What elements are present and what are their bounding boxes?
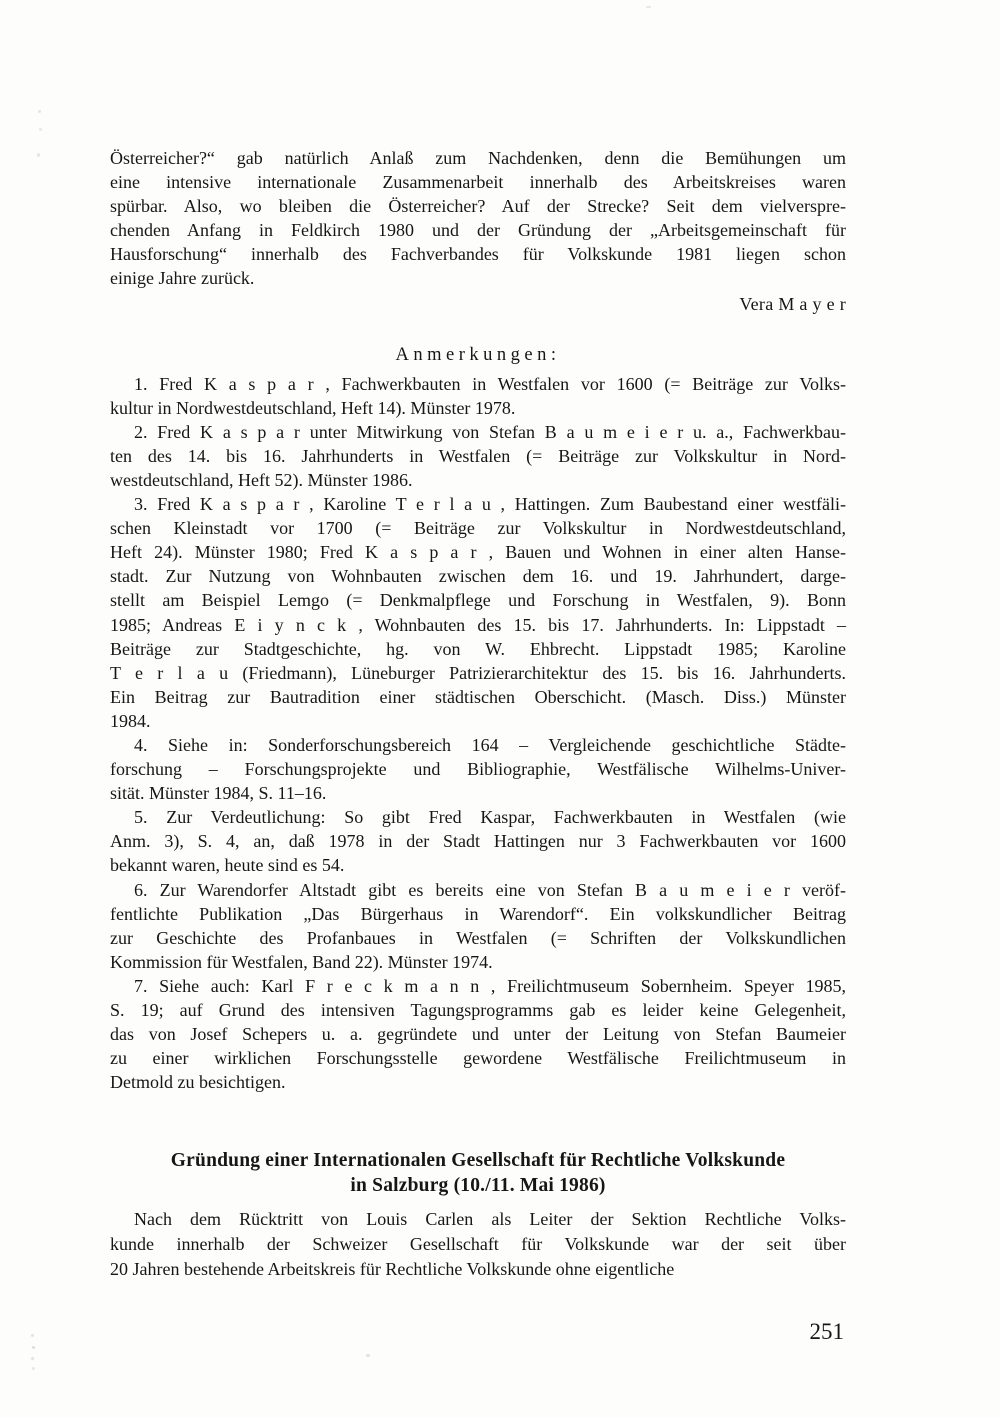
text-line: forschung – Forschungsprojekte und Bibliographie, Westfälische Wilhelms-Univer- <box>110 759 846 780</box>
text-line: 20 Jahren bestehende Arbeitskreis für Rechtliche Volkskunde ohne eigentliche <box>110 1258 675 1279</box>
text-line: 3. Fred K a s p a r , Karoline T e r l a u , Hattingen. Zum Baubestand einer westfäli- <box>134 494 846 515</box>
text-line: 1985; Andreas E i y n c k , Wohnbauten des 15. bis 17. Jahrhunderts. In: Lippstadt – <box>110 614 846 635</box>
text-line: zu einer wirklichen Forschungsstelle gewordene Westfälische Freilichtmuseum in <box>110 1048 846 1069</box>
footnote-6 <box>110 878 846 974</box>
text-line: S. 19; auf Grund des intensiven Tagungsprogramms gab es leider keine Gelegenheit, <box>110 1000 846 1020</box>
text-line: Anm. 3), S. 4, an, daß 1978 in der Stadt Hattingen nur 3 Fachwerkbauten vor 1600 <box>110 831 846 852</box>
scan-artifact <box>31 1357 34 1360</box>
page-number: 251 <box>809 1318 844 1344</box>
author-name: Vera M a y e r <box>739 293 846 314</box>
text-line: zur Geschichte des Profanbaues in Westfalen (= Schriften der Volkskundlichen <box>110 927 846 948</box>
page-content <box>110 146 846 1345</box>
text-line: bekannt waren, heute sind es 54. <box>110 855 345 876</box>
text-line: schen Kleinstadt vor 1700 (= Beiträge zur Volkskultur in Nordwestdeutschland, <box>110 518 846 539</box>
text-line: 5. Zur Verdeutlichung: So gibt Fred Kaspar, Fachwerkbauten in Westfalen (wie <box>134 807 846 828</box>
scan-artifact <box>32 1346 35 1349</box>
scan-artifact <box>646 6 651 8</box>
text-line: chenden Anfang in Feldkirch 1980 und der Gründung der „Arbeitsgemeinschaft für <box>110 220 846 241</box>
text-line: Ein Beitrag zur Bautradition einer städtischen Oberschicht. (Masch. Diss.) Münster <box>110 686 846 707</box>
text-line: kultur in Nordwestdeutschland, Heft 14). Münster 1978. <box>110 397 516 418</box>
text-line: Nach dem Rücktritt von Louis Carlen als Leiter der Sektion Rechtliche Volks- <box>134 1209 846 1230</box>
text-line: eine intensive internationale Zusammenarbeit innerhalb des Arbeitskreises waren <box>110 172 846 193</box>
scan-artifact <box>39 128 42 131</box>
text-line: das von Josef Schepers u. a. gegründete und unter der Leitung von Stefan Baumeier <box>110 1024 846 1045</box>
footnote-1 <box>110 372 846 420</box>
text-line: 6. Zur Warendorfer Altstadt gibt es bereits eine von Stefan B a u m e i e r veröf- <box>134 879 846 900</box>
author-signature <box>110 292 846 316</box>
text-line: 2. Fred K a s p a r unter Mitwirkung von Stefan B a u m e i e r u. a., Fachwerkbau- <box>134 421 846 442</box>
text-line: kunde innerhalb der Schweizer Gesellschaft für Volkskunde war der seit über <box>110 1234 846 1255</box>
text-line: Kommission für Westfalen, Band 22). Münster 1974. <box>110 951 493 972</box>
text-line: 1. Fred K a s p a r , Fachwerkbauten in Westfalen vor 1600 (= Beiträge zur Volks- <box>134 373 846 394</box>
text-line: stadt. Zur Nutzung von Wohnbauten zwischen dem 16. und 19. Jahrhundert, darge- <box>110 566 846 587</box>
text-line: ten des 14. bis 16. Jahrhunderts in Westfalen (= Beiträge zur Volkskultur in Nord- <box>110 445 846 466</box>
text-line: spürbar. Also, wo bleiben die Österreicher? Auf der Strecke? Seit dem vielverspre- <box>110 196 846 217</box>
text-line: Heft 24). Münster 1980; Fred K a s p a r , Bauen und Wohnen in einer alten Hanse- <box>110 542 846 563</box>
scan-artifact <box>32 1367 35 1370</box>
section-heading <box>110 1148 846 1198</box>
text-line: sität. Münster 1984, S. 11–16. <box>110 783 327 804</box>
text-line: Gründung einer Internationalen Gesellschaft für Rechtliche Volkskunde <box>170 1150 786 1172</box>
text-line: westdeutschland, Heft 52). Münster 1986. <box>110 469 413 490</box>
text-line: in Salzburg (10./11. Mai 1986) <box>350 1175 606 1197</box>
footnote-5 <box>110 805 846 877</box>
text-line: T e r l a u (Friedmann), Lüneburger Patrizierarchitektur des 15. bis 16. Jahrhunderts. <box>110 662 846 683</box>
text-line: fentlichte Publikation „Das Bürgerhaus in Warendorf“. Ein volkskundlicher Beitrag <box>110 903 846 924</box>
scan-artifact <box>38 110 41 113</box>
text-line: Hausforschung“ innerhalb des Fachverbandes für Volkskunde 1981 liegen schon <box>110 244 846 265</box>
text-line: 7. Siehe auch: Karl F r e c k m a n n , Freilichtmuseum Sobernheim. Speyer 1985, <box>134 975 846 996</box>
text-line: Detmold zu besichtigen. <box>110 1072 286 1093</box>
footnote-7 <box>110 974 846 1094</box>
text-line: stellt am Beispiel Lemgo (= Denkmalpflege und Forschung in Westfalen, 9). Bonn <box>110 590 846 611</box>
text-line: Beiträge zur Stadtgeschichte, hg. von W. Ehbrecht. Lippstadt 1985; Karoline <box>110 638 846 659</box>
intro-paragraph <box>110 146 846 291</box>
text-line: 1984. <box>110 710 151 731</box>
footnote-4 <box>110 733 846 805</box>
notes-heading: Anmerkungen: <box>395 344 561 365</box>
scan-artifact <box>31 1334 34 1337</box>
footnote-3 <box>110 492 846 733</box>
scan-artifact <box>366 1354 370 1357</box>
text-line: Österreicher?“ gab natürlich Anlaß zum Nachdenken, denn die Bemühungen um <box>110 148 846 168</box>
footnote-2 <box>110 420 846 492</box>
section-opening-paragraph <box>110 1207 846 1281</box>
text-line: einige Jahre zurück. <box>110 268 255 289</box>
text-line: 4. Siehe in: Sonderforschungsbereich 164 – Vergleichende geschichtliche Städte- <box>134 734 846 755</box>
scan-artifact <box>37 153 40 157</box>
